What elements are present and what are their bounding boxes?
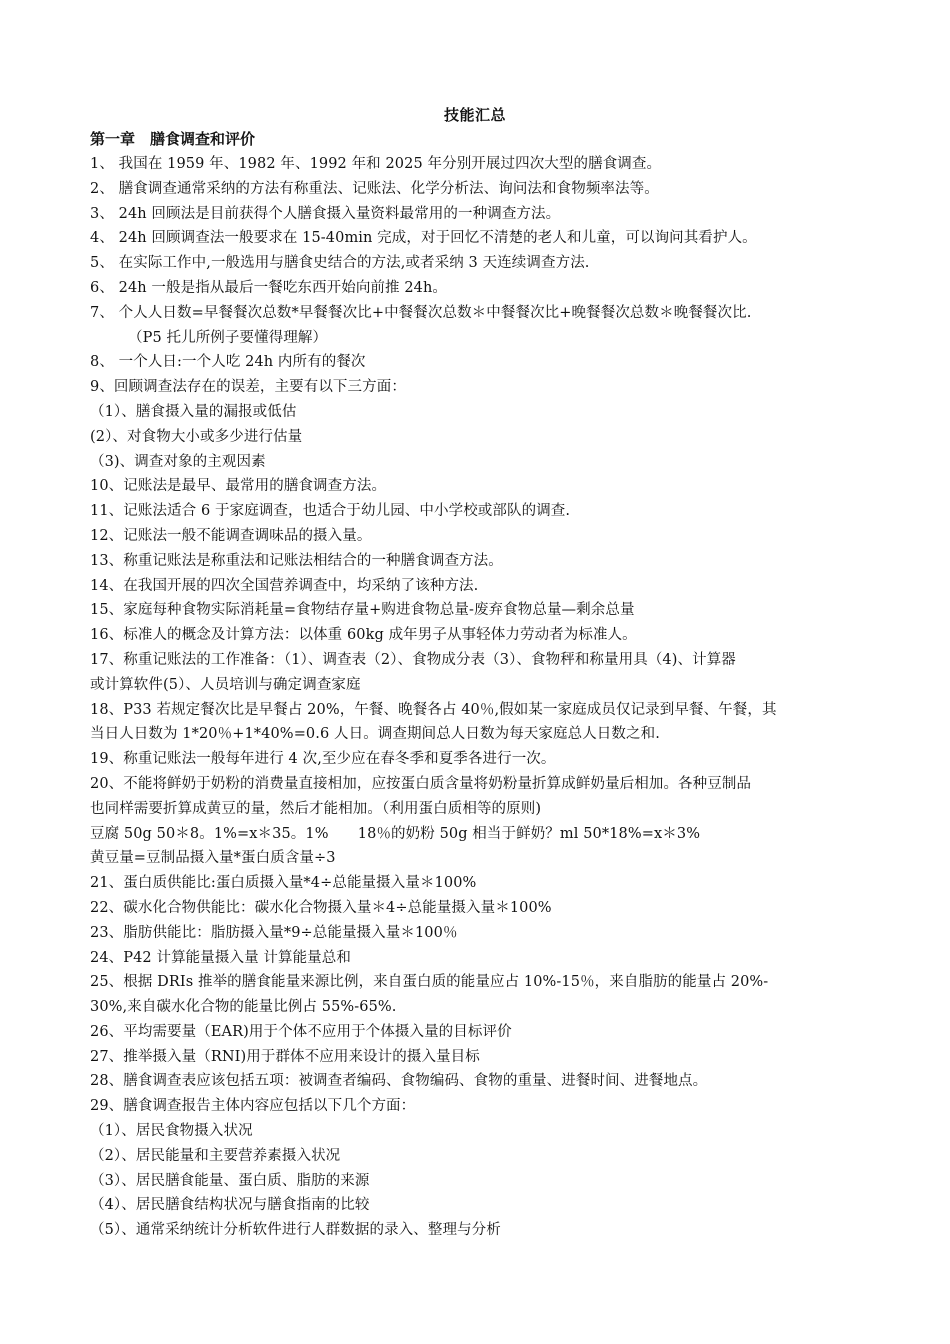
text-line: 30%,来自碳水化合物的能量比例占 55%-65%. xyxy=(90,999,397,1016)
text-line: 豆腐 50g 50＊8。1%=x＊35。1% 18％的奶粉 50g 相当于鲜奶？ml 50*18%=x＊3% xyxy=(90,825,701,842)
chapter-heading: 第一章 膳食调查和评价 xyxy=(90,130,256,148)
text-line: （P5 托儿所例子要懂得理解） xyxy=(128,329,328,346)
text-line: 9、回顾调查法存在的误差，主要有以下三方面： xyxy=(90,379,406,396)
text-line: 28、膳食调查表应该包括五项：被调查者编码、食物编码、食物的重量、进餐时间、进餐地点。 xyxy=(90,1073,708,1090)
text-line: 1、 我国在 1959 年、1982 年、1992 年和 2025 年分别开展过四次大型的膳食调查。 xyxy=(90,156,662,172)
text-line: 7、 个人人日数=早餐餐次总数*早餐餐次比+中餐餐次总数＊中餐餐次比+晚餐餐次总数＊晚餐餐次比. xyxy=(90,304,752,321)
text-line: 16、标准人的概念及计算方法：以体重 60kg 成年男子从事轻体力劳动者为标准人。 xyxy=(90,627,637,644)
text-line: 22、碳水化合物供能比：碳水化合物摄入量＊4÷总能量摄入量＊100% xyxy=(90,899,552,916)
text-line: 24、P42 计算能量摄入量 计算能量总和 xyxy=(90,949,351,966)
text-line: （2）、居民能量和主要营养素摄入状况 xyxy=(90,1147,341,1164)
text-line: （3）、居民膳食能量、蛋白质、脂肪的来源 xyxy=(90,1172,370,1189)
text-line: （5）、通常采纳统计分析软件进行人群数据的录入、整理与分析 xyxy=(90,1222,501,1239)
text-line: 5、 在实际工作中,一般选用与膳食史结合的方法,或者采纳 3 天连续调查方法. xyxy=(90,255,590,272)
text-line: 或计算软件(5）、人员培训与确定调查家庭 xyxy=(90,676,361,693)
text-line: 11、记账法适合 6 于家庭调查，也适合于幼儿园、中小学校或部队的调查. xyxy=(90,503,571,520)
text-line: （1）、膳食摄入量的漏报或低估 xyxy=(90,403,297,420)
text-line: 3、 24h 回顾法是目前获得个人膳食摄入量资料最常用的一种调查方法。 xyxy=(90,205,561,222)
text-line: 19、称重记账法一般每年进行 4 次,至少应在春冬季和夏季各进行一次。 xyxy=(90,751,556,768)
text-line: 8、 一个人日:一个人吃 24h 内所有的餐次 xyxy=(90,354,366,371)
text-line: （3)、调查对象的主观因素 xyxy=(90,453,266,470)
text-line: 15、家庭每种食物实际消耗量=食物结存量+购进食物总量-废弃食物总量—剩余总量 xyxy=(90,602,635,619)
text-line: 4、 24h 回顾调查法一般要求在 15-40min 完成，对于回忆不清楚的老人和儿童，可以询问其看护人。 xyxy=(90,230,757,247)
text-line: (2）、对食物大小或多少进行估量 xyxy=(90,428,303,445)
text-line: 23、脂肪供能比：脂肪摄入量*9÷总能量摄入量＊100％ xyxy=(90,924,458,941)
text-line: 12、记账法一般不能调查调味品的摄入量。 xyxy=(90,527,372,544)
text-line: （1）、居民食物摄入状况 xyxy=(90,1123,253,1140)
text-line: 10、记账法是最早、最常用的膳食调查方法。 xyxy=(90,478,387,495)
text-line: 黄豆量=豆制品摄入量*蛋白质含量÷3 xyxy=(90,850,336,867)
text-line: 也同样需要折算成黄豆的量，然后才能相加。（利用蛋白质相等的原则) xyxy=(90,800,542,817)
text-line: 21、蛋白质供能比:蛋白质摄入量*4÷总能量摄入量＊100% xyxy=(90,875,477,892)
text-line: 20、不能将鲜奶于奶粉的消费量直接相加，应按蛋白质含量将奶粉量折算成鲜奶量后相加。各种豆制品 xyxy=(90,775,752,792)
document-title: 技能汇总 xyxy=(443,106,506,124)
text-line: （4）、居民膳食结构状况与膳食指南的比较 xyxy=(90,1197,370,1214)
text-line: 6、 24h 一般是指从最后一餐吃东西开始向前推 24h。 xyxy=(90,279,448,296)
text-line: 25、根据 DRIs 推举的膳食能量来源比例，来自蛋白质的能量应占 10%-15％，来自脂肪的能量占 20%- xyxy=(90,974,769,991)
text-line: 当日人日数为 1*20％+1*40%=0.6 人日。调查期间总人日数为每天家庭总人日数之和. xyxy=(90,726,660,743)
text-line: 14、在我国开展的四次全国营养调查中，均采纳了该种方法. xyxy=(90,577,479,594)
text-line: 17、称重记账法的工作准备：（1）、调查表（2）、食物成分表（3）、食物秤和称量用具（4)、计算器 xyxy=(90,651,736,668)
text-line: 27、推举摄入量（RNI)用于群体不应用来设计的摄入量目标 xyxy=(90,1048,480,1065)
text-line: 18、P33 若规定餐次比是早餐占 20%，午餐、晚餐各占 40％,假如某一家庭成员仅记录到早餐、午餐，其 xyxy=(90,701,777,718)
text-line: 2、 膳食调查通常采纳的方法有称重法、记账法、化学分析法、询问法和食物频率法等。 xyxy=(90,180,659,197)
text-line: 29、膳食调查报告主体内容应包括以下几个方面： xyxy=(90,1098,416,1115)
text-line: 13、称重记账法是称重法和记账法相结合的一种膳食调查方法。 xyxy=(90,552,503,569)
text-line: 26、平均需要量（EAR)用于个体不应用于个体摄入量的目标评价 xyxy=(90,1023,512,1040)
document-body xyxy=(90,152,862,1243)
